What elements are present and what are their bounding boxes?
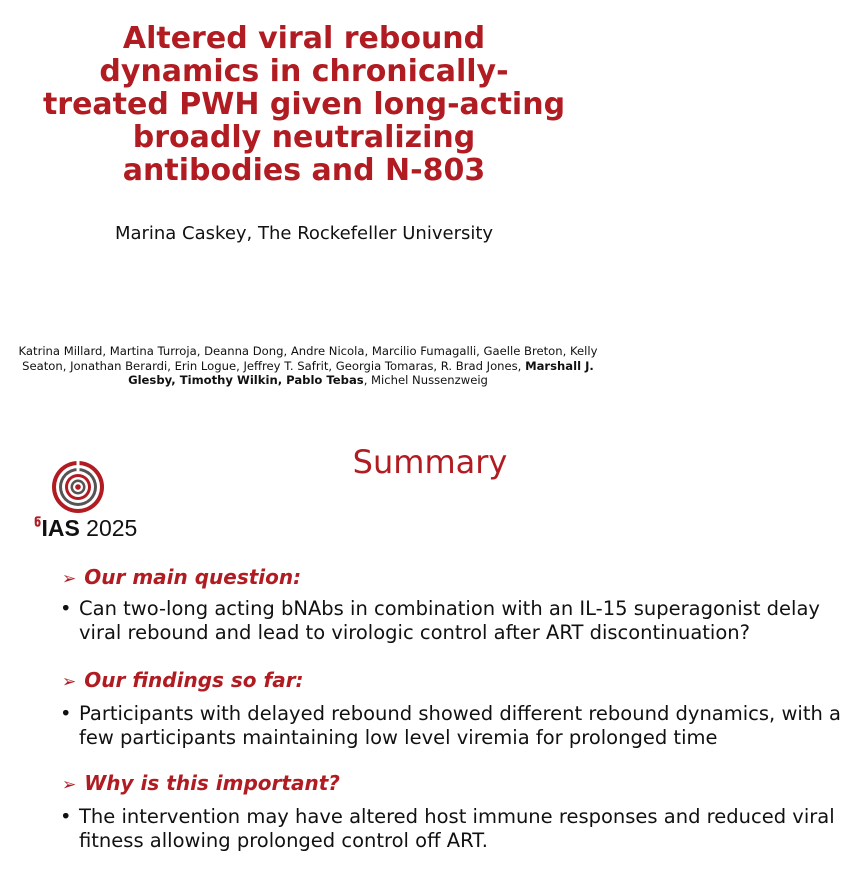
authors-last: , Michel Nussenzweig — [363, 373, 488, 388]
presentation-title: Altered viral rebound dynamics in chronically-treated PWH given long-acting broadly neutralizing antibodies and N-803 — [42, 21, 566, 188]
bullet-dot-icon: • — [60, 597, 72, 620]
title-slide — [0, 0, 600, 400]
author-list — [18, 344, 598, 388]
section-heading-text: Our findings so far: — [84, 668, 304, 692]
ias-2025-logo — [34, 515, 137, 542]
presenter-name: Marina Caskey, The Rockefeller University — [114, 223, 494, 244]
bullet-text: The intervention may have altered host immune responses and reduced viral fitness allowing prolonged control off ART. — [79, 805, 835, 852]
bullet-text: Participants with delayed rebound showed different rebound dynamics, with a few participants maintaining low level viremia for prolonged time — [79, 702, 841, 749]
aids-ribbon-icon: ჼ — [34, 515, 42, 541]
section-heading-findings — [62, 668, 304, 692]
authors-bold: Marshall J. Glesby, Timothy Wilkin, Pablo Tebas — [128, 358, 594, 388]
authors-regular: Katrina Millard, Martina Turroja, Deanna Dong, Andre Nicola, Marcilio Fumagalli, Gaelle Breton, Kelly Seaton, Jonathan Berardi, Erin Logue, Jeffrey T. Safrit, Georgia Tomaras, R. Brad Jones, — [18, 344, 598, 373]
section-heading-main-question — [62, 565, 301, 589]
section-text-importance — [60, 805, 850, 853]
section-heading-importance — [62, 771, 340, 795]
bullet-dot-icon: • — [60, 805, 72, 828]
summary-heading: Summary — [352, 443, 508, 481]
arrow-bullet-icon: ➢ — [62, 569, 77, 589]
ias-logo-text: IAS — [41, 515, 80, 541]
section-heading-text: Why is this important? — [84, 771, 340, 795]
bullet-text: Can two-long acting bNAbs in combination with an IL-15 superagonist delay viral rebound and lead to virologic control after ART discontinuation? — [79, 597, 820, 644]
section-heading-text: Our main question: — [84, 565, 302, 589]
bullet-dot-icon: • — [60, 702, 72, 725]
section-text-main-question — [60, 597, 850, 645]
ias-logo-year: 2025 — [79, 515, 138, 541]
section-text-findings — [60, 702, 850, 750]
arrow-bullet-icon: ➢ — [62, 672, 77, 692]
summary-slide — [0, 415, 855, 873]
arrow-bullet-icon: ➢ — [62, 775, 77, 795]
ias-spiral-logo-icon — [50, 459, 106, 515]
